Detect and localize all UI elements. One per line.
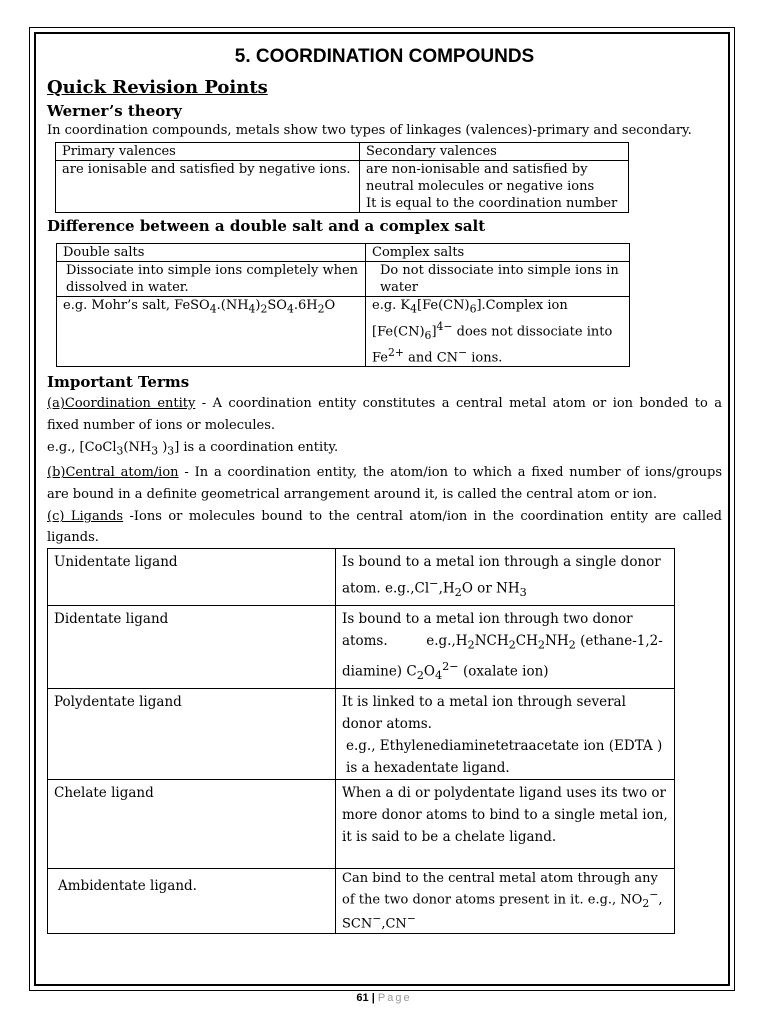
table-row	[48, 605, 675, 688]
ligand-name: Ambidentate ligand.	[48, 868, 336, 933]
secondary-valences-cell	[360, 161, 629, 213]
quick-revision-heading: Quick Revision Points	[47, 77, 268, 98]
ligand-name: Chelate ligand	[48, 779, 336, 868]
ligand-description: Can bind to the central metal atom through any of the two donor atoms present in it. e.g., $NO_2^-$, SCN−,CN−	[336, 868, 675, 933]
werner-heading: Werner’s theory	[47, 102, 182, 120]
ligands-table	[47, 548, 675, 933]
table-row	[48, 549, 675, 605]
document-content	[47, 40, 722, 934]
double-salts-header: Double salts	[57, 244, 366, 262]
ligand-description: Is bound to a metal ion through two donor atoms. $e.g.,H_2NCH_2CH_2NH_2$ (ethane-1,2-diamine) $C_2O_4^{2-}$ (oxalate ion)	[336, 605, 675, 688]
double-salts-text: Dissociate into simple ions completely when dissolved in water.	[57, 262, 366, 297]
secondary-valences-header: Secondary valences	[360, 143, 629, 161]
table-row	[48, 868, 675, 933]
valences-table	[55, 142, 629, 213]
page-footer	[0, 992, 768, 1004]
ligand-description: When a di or polydentate ligand uses its two or more donor atoms to bind to a single metal ion, it is said to be a chelate ligand.	[336, 779, 675, 868]
complex-salts-example: e.g. $K_4[Fe(CN)_6].Complex$ ion $[Fe(CN)_6]^{4-}$ does not dissociate into $Fe^{2+}$ and CN− ions.	[366, 297, 630, 367]
salts-table	[56, 243, 630, 367]
ligand-name: Polydentate ligand	[48, 688, 336, 779]
secondary-valences-text: are non-ionisable and satisfied by neutral molecules or negative ions	[366, 162, 595, 194]
important-terms-heading: Important Terms	[47, 372, 190, 391]
primary-valences-text: are ionisable and satisfied by negative ions.	[56, 161, 360, 213]
page-number: 61	[356, 992, 369, 1004]
ligand-description: It is linked to a metal ion through several donor atoms. e.g., Ethylenediaminetetraacetate ion (EDTA ) is a hexadentate ligand.	[336, 688, 675, 779]
table-row	[48, 688, 675, 779]
footer-separator: |	[371, 992, 375, 1004]
werner-intro: In coordination compounds, metals show two types of linkages (valences)-primary and secondary.	[47, 123, 692, 138]
chapter-title: 5. COORDINATION COMPOUNDS	[234, 46, 535, 67]
term-coordination-entity: (a)Coordination entity - A coordination entity constitutes a central metal atom or ion bonded to a fixed number of ions or molecules.	[47, 395, 722, 433]
double-salts-example: e.g. Mohr’s salt, $FeSO_4.(NH_4)_2SO_4.6H_2O$	[57, 297, 366, 367]
term-ligands: (c) Ligands -Ions or molecules bound to the central atom/ion in the coordination entity are called ligands.	[47, 509, 722, 546]
table-row	[48, 779, 675, 868]
complex-salts-header: Complex salts	[366, 244, 630, 262]
ligand-name: Unidentate ligand	[48, 549, 336, 605]
term-coordination-entity-example: e.g., [$CoCl_3(NH_3$ )$_3$] is a coordination entity.	[47, 439, 339, 458]
secondary-valences-note: It is equal to the coordination number	[366, 196, 618, 211]
ligand-description: Is bound to a metal ion through a single donor atom. $e.g.,Cl^-,H_2O$ or $NH_3$	[336, 549, 675, 605]
page-label: Page	[377, 992, 412, 1004]
primary-valences-header: Primary valences	[56, 143, 360, 161]
salts-heading: Difference between a double salt and a complex salt	[47, 217, 486, 235]
ligand-name: Didentate ligand	[48, 605, 336, 688]
term-central-atom: (b)Central atom/ion - In a coordination entity, the atom/ion to which a fixed number of ions/groups are bound in a definite geometrical arrangement around it, is called the central atom or ion.	[47, 465, 722, 503]
complex-salts-text: Do not dissociate into simple ions in water	[366, 262, 630, 297]
